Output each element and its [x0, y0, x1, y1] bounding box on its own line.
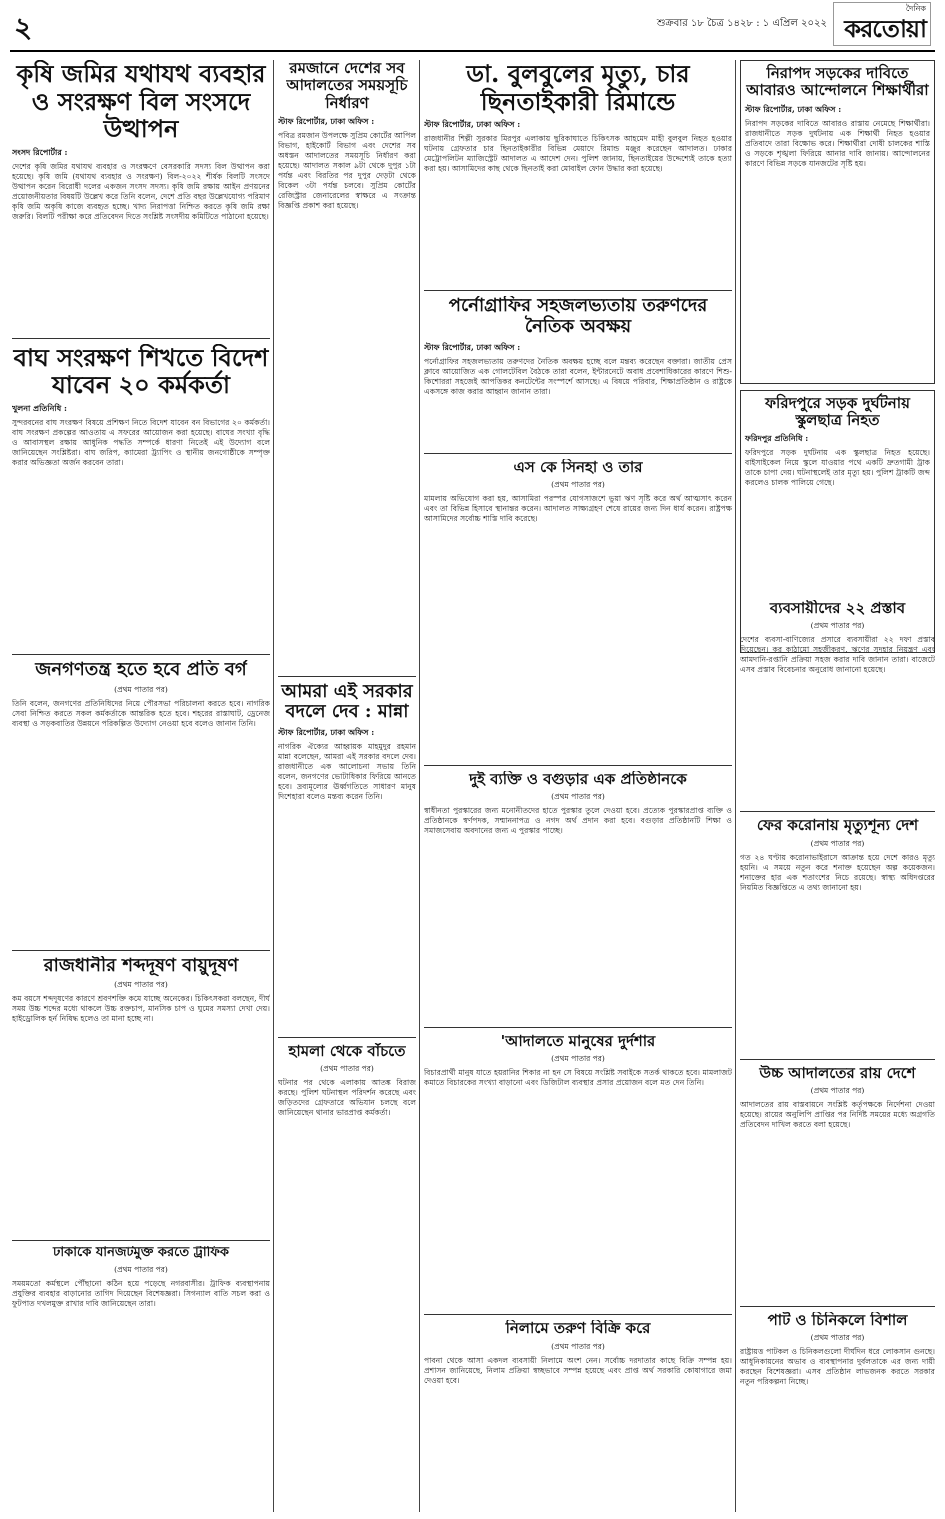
article-headline: নিরাপদ সড়কের দাবিতে আবারও আন্দোলনে শিক্ষার্থীরা: [746, 64, 929, 100]
article-body: পাবনা থেকে আসা একদল ব্যবসায়ী নিলামে অংশ নেন। সর্বোচ্চ দরদাতার কাছে বিক্রি সম্পন্ন হয়। প্রশাসন জানিয়েছে, নিলাম প্রক্রিয়া স্বচ্ছভাবে সম্পন্ন হয়েছে এবং প্রাপ্ত অর্থ সরকারি কোষাগারে জমা দেওয়া হবে।: [424, 1355, 732, 1385]
continuation-note: (প্রথম পাতার পর): [551, 792, 605, 802]
column-2: [278, 60, 416, 1482]
divider: [740, 1306, 935, 1307]
divider: [424, 1314, 732, 1315]
article-dr-bulbul: [424, 60, 732, 284]
continuation-note: (প্রথম পাতার পর): [810, 621, 865, 631]
article-bagh-songrokkhon: [12, 344, 270, 648]
article-hamla: [278, 1043, 416, 1478]
column-1: [12, 60, 270, 1455]
column-4: [740, 60, 935, 659]
article-pornography: [424, 296, 732, 446]
divider: [424, 453, 732, 454]
continuation-note: (প্রথম পাতার পর): [810, 1333, 865, 1342]
page-number: ২: [14, 11, 33, 44]
article-body: পবিত্র রমজান উপলক্ষে সুপ্রিম কোর্টের আপিল বিভাগ, হাইকোর্ট বিভাগ এবং দেশের সব অধস্তন আদালতের সময়সূচি নির্ধারণ করা হয়েছে। আদালত সকাল ৯টা থেকে দুপুর ১টা পর্যন্ত এবং বিরতির পর দুপুর দেড়টা থেকে বিকেল ৩টা পর্যন্ত চলবে। সুপ্রিম কোর্টের রেজিস্ট্রার জেনারেলের স্বাক্ষরে এ সংক্রান্ত বিজ্ঞপ্তি প্রকাশ করা হয়েছে।: [278, 130, 416, 210]
article-nilame: [424, 1320, 732, 1485]
article-headline: পাট ও চিনিকলে বিশাল: [767, 1311, 908, 1329]
article-byline: সংসদ রিপোর্টার :: [12, 146, 68, 157]
divider: [424, 765, 732, 766]
article-corona: [740, 817, 935, 1052]
column-4-lower: [740, 600, 935, 1519]
article-shobdodushon: [12, 956, 270, 1235]
article-body: আদালতের রায় বাস্তবায়নে সংশ্লিষ্ট কর্তৃপক্ষকে নির্দেশনা দেওয়া হয়েছে। রায়ের অনুলিপি প্রাপ্তির পর নির্দিষ্ট সময়ের মধ্যে অগ্রগতি প্রতিবেদন দাখিল করতে বলা হয়েছে।: [740, 1099, 935, 1129]
article-headline: 'আদালতে মানুষের দুর্দশার: [500, 1033, 656, 1051]
article-headline: ব্যবসায়ীদের ২২ প্রস্তাব: [769, 600, 906, 617]
article-headline: বাঘ সংরক্ষণ শিখতে বিদেশ যাবেন ২০ কর্মকর্তা: [13, 343, 269, 400]
article-ucchho-adalot: [740, 1065, 935, 1300]
article-adalot-shomoysuchi: [278, 60, 416, 671]
date-line: শুক্রবার ১৮ চৈত্র ১৪২৮ : ১ এপ্রিল ২০২২: [656, 18, 827, 29]
article-body: ঘটনার পর থেকে এলাকায় আতঙ্ক বিরাজ করছে। পুলিশ ঘটনাস্থল পরিদর্শন করেছে এবং জড়িতদের গ্রেফতারে অভিযান চলছে বলে জানিয়েছেন থানার ভারপ্রাপ্ত কর্মকর্তা।: [278, 1078, 416, 1118]
divider: [12, 950, 270, 951]
article-nirapod-sorok: [740, 60, 935, 384]
article-byline: স্টাফ রিপোর্টার, ঢাকা অফিস :: [424, 119, 521, 130]
article-headline: পর্নোগ্রাফির সহজলভ্যতায় তরুণদের নৈতিক অবক্ষয়: [448, 296, 708, 337]
article-byline: স্টাফ রিপোর্টার, ঢাকা অফিস :: [278, 115, 375, 126]
article-headline: দুই ব্যক্তি ও বগুড়ার এক প্রতিষ্ঠানকে: [469, 770, 687, 788]
article-headline: নিলামে তরুণ বিক্রি করে: [505, 1320, 651, 1338]
article-body: পর্নোগ্রাফির সহজলভ্যতায় তরুণদের নৈতিক অবক্ষয় হচ্ছে বলে মন্তব্য করেছেন বক্তারা। জাতীয় প্রেস ক্লাবে আয়োজিত এক গোলটেবিল বৈঠকে তারা বলেন, ইন্টারনেটে অবাধ প্রবেশাধিকারের কারণে শিশু-কিশোররা সহজেই আপত্তিকর কনটেন্টের সংস্পর্শে আসছে। এ বিষয়ে পরিবার, শিক্ষাপ্রতিষ্ঠান ও রাষ্ট্রকে একসঙ্গে কাজ করার আহ্বান জানান তারা।: [424, 356, 732, 396]
article-headline: কৃষি জমির যথাযথ ব্যবহার ও সংরক্ষণ বিল সংসদে উত্থাপন: [16, 60, 266, 144]
article-pat-chinikol: [740, 1312, 935, 1519]
divider: [12, 1240, 270, 1241]
article-byline: স্টাফ রিপোর্টার, ঢাকা অফিস :: [745, 103, 842, 114]
article-body: মামলায় অভিযোগ করা হয়, আসামিরা পরস্পর যোগসাজশে ভুয়া ঋণ সৃষ্টি করে অর্থ আত্মসাৎ করেন এবং তা বিভিন্ন হিসাবে স্থানান্তর করেন। আদালত সাক্ষ্যগ্রহণ শেষে রায়ের জন্য দিন ধার্য করেন। রাষ্ট্রপক্ষ আসামিদের সর্বোচ্চ শাস্তি দাবি করেছে।: [424, 493, 732, 523]
article-headline: ফের করোনায় মৃত্যুশূন্য দেশ: [756, 817, 919, 835]
article-body: কম বয়সে শব্দদূষণের কারণে শ্রবণশক্তি কমে যাচ্ছে অনেকের। চিকিৎসকরা বলছেন, দীর্ঘ সময় উচ্চ শব্দের মধ্যে থাকলে উচ্চ রক্তচাপ, মানসিক চাপ ও ঘুমের সমস্যা দেখা দেয়। হাইড্রোলিক হর্ন নিষিদ্ধ হলেও তা মানা হচ্ছে না।: [12, 994, 270, 1024]
continuation-note: (প্রথম পাতার পর): [114, 980, 168, 990]
article-body: রাজধানীর শিল্পী সুরকার মিরপুর এলাকায় ছুরিকাঘাতে চিকিৎসক আহমেদ মাহী বুলবুল নিহত হওয়ার ঘটনায় গ্রেফতার চার ছিনতাইকারীর বিভিন্ন মেয়াদে রিমান্ড মঞ্জুর করেছেন আদালত। ঢাকার মেট্রোপলিটন ম্যাজিস্ট্রেট আদালত এ আদেশ দেন। পুলিশ জানায়, ছিনতাইয়ের উদ্দেশ্যেই তাকে হত্যা করা হয়। আসামিদের কাছ থেকে ছিনতাই করা মোবাইল ফোন উদ্ধার করা হয়েছে।: [424, 134, 732, 174]
divider: [424, 290, 732, 291]
article-headline: রমজানে দেশের সব আদালতের সময়সূচি নির্ধারণ: [286, 60, 408, 112]
article-body: সুন্দরবনের বাঘ সংরক্ষণ বিষয়ে প্রশিক্ষণ নিতে বিদেশ যাবেন বন বিভাগের ২০ কর্মকর্তা। বাঘ সংরক্ষণ প্রকল্পের আওতায় এ সফরের আয়োজন করা হয়েছে। বাঘের সংখ্যা বৃদ্ধি ও আবাসস্থল রক্ষায় আধুনিক পদ্ধতি সম্পর্কে ধারণা নিতেই এই উদ্যোগ বলে জানিয়েছেন সংশ্লিষ্টরা। বাঘ জরিপ, ক্যামেরা ট্র্যাপিং ও স্থানীয় জনগোষ্ঠীকে সম্পৃক্ত করার অভিজ্ঞতা অর্জন করবেন তারা।: [12, 417, 270, 468]
continuation-note: (প্রথম পাতার পর): [114, 1265, 168, 1275]
article-body: বিচারপ্রার্থী মানুষ যাতে হয়রানির শিকার না হন সে বিষয়ে সংশ্লিষ্ট সবাইকে সতর্ক থাকতে হবে। মামলাজট কমাতে বিচারকের সংখ্যা বাড়ানো এবং ডিজিটাল ব্যবস্থার প্রসার প্রয়োজন বলে মত দেন তিনি।: [424, 1068, 732, 1088]
article-headline: এস কে সিনহা ও তার: [513, 458, 643, 476]
divider: [740, 1059, 935, 1060]
article-headline: হামলা থেকে বাঁচতে: [288, 1043, 406, 1061]
article-jaanjot: [12, 1246, 270, 1449]
masthead: [10, 0, 935, 52]
article-body: দেশের কৃষি জমির যথাযথ ব্যবহার ও সংরক্ষণে বেসরকারি সদস্য বিল উত্থাপন করা হয়েছে। কৃষি জমি (যথাযথ ব্যবহার ও সংরক্ষণ) বিল-২০২২ শীর্ষক বিলটি সংসদে উত্থাপন করেন বিরোধী দলের একজন সংসদ সদস্য। কৃষি জমি রক্ষায় আইন প্রণয়নের প্রয়োজনীয়তার বিষয়টি উল্লেখ করে তিনি বলেন, দেশে প্রতি বছর উল্লেখযোগ্য পরিমাণ কৃষি জমি অকৃষি কাজে ব্যবহৃত হচ্ছে। খাদ্য নিরাপত্তা নিশ্চিত করতে কৃষি জমি রক্ষা জরুরি। বিলটি পরীক্ষা করে প্রতিবেদন দিতে সংশ্লিষ্ট সংসদীয় কমিটিতে পাঠানো হয়েছে।: [12, 161, 270, 221]
column-divider: [419, 60, 420, 1512]
article-body: নাগরিক ঐক্যের আহ্বায়ক মাহমুদুর রহমান মান্না বলেছেন, আমরা এই সরকার বদলে দেব। রাজধানীতে এক আলোচনা সভায় তিনি বলেন, জনগণের ভোটাধিকার ফিরিয়ে আনতে হবে। দ্রব্যমূল্যের ঊর্ধ্বগতিতে সাধারণ মানুষ দিশেহারা বলেও মন্তব্য করেন তিনি।: [278, 742, 416, 802]
article-body: রাষ্ট্রায়ত্ত পাটকল ও চিনিকলগুলো দীর্ঘদিন ধরে লোকসান গুনছে। আধুনিকায়নের অভাব ও ব্যবস্থাপনার দুর্বলতাকে এর জন্য দায়ী করছেন বিশেষজ্ঞরা। এসব প্রতিষ্ঠান লাভজনক করতে সরকার নতুন পরিকল্পনা নিচ্ছে।: [740, 1347, 935, 1387]
continuation-note: (প্রথম পাতার পর): [551, 1054, 605, 1064]
column-3: [424, 60, 732, 1492]
article-byline: ফরিদপুর প্রতিনিধি :: [745, 433, 809, 443]
article-headline: ফরিদপুরে সড়ক দুর্ঘটনায় স্কুলছাত্র নিহত: [765, 393, 910, 429]
article-sk-sinha: [424, 459, 732, 759]
divider: [278, 676, 416, 677]
continuation-note: (প্রথম পাতার পর): [551, 479, 605, 489]
article-headline: উচ্চ আদালতের রায় দেশে: [759, 1064, 916, 1082]
article-headline: রাজধানীর শব্দদূষণ বায়ুদূষণ: [43, 955, 239, 976]
article-body: নিরাপদ সড়কের দাবিতে আবারও রাস্তায় নেমেছে শিক্ষার্থীরা। রাজধানীতে সড়ক দুর্ঘটনায় এক শিক্ষার্থী নিহত হওয়ার প্রতিবাদে তারা বিক্ষোভ করে। শিক্ষার্থীরা দোষী চালকের শাস্তি ও সড়কে শৃঙ্খলা ফিরিয়ে আনার দাবি জানায়। আন্দোলনের কারণে বিভিন্ন সড়কে যানজটের সৃষ্টি হয়।: [745, 118, 930, 168]
divider: [12, 654, 270, 655]
article-headline: জনগণতন্ত্র হতে হবে প্রতি বর্গ: [35, 659, 247, 680]
continuation-note: (প্রথম পাতার পর): [320, 1064, 374, 1074]
article-headline: ঢাকাকে যানজটমুক্ত করতে ট্রাফিক: [52, 1246, 229, 1261]
article-body: ফরিদপুরে সড়ক দুর্ঘটনায় এক স্কুলছাত্র নিহত হয়েছে। বাইসাইকেল নিয়ে স্কুলে যাওয়ার পথে একটি দ্রুতগামী ট্রাক তাকে চাপা দেয়। ঘটনাস্থলেই তার মৃত্যু হয়। পুলিশ ট্রাকটি জব্দ করলেও চালক পালিয়ে গেছে।: [745, 448, 930, 488]
article-adalote-manusher: [424, 1033, 732, 1308]
article-byabshayi: [740, 600, 935, 805]
continuation-note: (প্রথম পাতার পর): [114, 684, 168, 694]
divider: [12, 338, 270, 339]
logo-title: করতোয়া: [844, 15, 926, 43]
continuation-note: (প্রথম পাতার পর): [810, 1085, 865, 1095]
article-bogura-protishthan: [424, 771, 732, 1021]
article-byline: খুলনা প্রতিনিধি :: [12, 402, 67, 413]
article-body: দেশের ব্যবসা-বাণিজ্যের প্রসারে ব্যবসায়ীরা ২২ দফা প্রস্তাব দিয়েছেন। কর কাঠামো সহজীকরণ, ঋণের সুদহার নিয়ন্ত্রণ এবং আমদানি-রপ্তানি প্রক্রিয়া সহজ করার দাবি জানান তারা। বাজেটে এসব প্রস্তাব বিবেচনার অনুরোধ জানানো হয়েছে।: [740, 635, 935, 675]
newspaper-logo: [833, 2, 931, 46]
article-body: সময়মতো কর্মস্থলে পৌঁছানো কঠিন হয়ে পড়েছে নগরবাসীর। ট্রাফিক ব্যবস্থাপনায় প্রযুক্তির ব্যবহার বাড়ানোর তাগিদ দিয়েছেন বিশেষজ্ঞরা। সিগন্যাল বাতি সচল করা ও ফুটপাত দখলমুক্ত রাখার দাবি জানিয়েছেন তারা।: [12, 1279, 270, 1309]
article-byline: স্টাফ রিপোর্টার, ঢাকা অফিস :: [278, 727, 375, 738]
divider: [278, 1037, 416, 1038]
column-divider: [735, 60, 736, 1512]
article-body: গত ২৪ ঘণ্টায় করোনাভাইরাসে আক্রান্ত হয়ে দেশে কারও মৃত্যু হয়নি। এ সময়ে নতুন করে শনাক্ত হয়েছেন অল্প কয়েকজন। শনাক্তের হার এক শতাংশের নিচে রয়েছে। স্বাস্থ্য অধিদপ্তরের নিয়মিত বিজ্ঞপ্তিতে এ তথ্য জানানো হয়।: [740, 852, 935, 892]
article-manna: [278, 682, 416, 1032]
article-headline: ডা. বুলবুলের মৃত্যু, চার ছিনতাইকারী রিমান্ডে: [466, 60, 690, 116]
continuation-note: (প্রথম পাতার পর): [551, 1341, 605, 1351]
article-byline: স্টাফ রিপোর্টার, ঢাকা অফিস :: [424, 341, 521, 352]
divider: [740, 811, 935, 812]
article-headline: আমরা এই সরকার বদলে দেব : মান্না: [281, 681, 413, 723]
article-body: তিনি বলেন, জনগণের প্রতিনিধিদের নিয়ে পৌরসভা পরিচালনা করতে হবে। নাগরিক সেবা নিশ্চিত করতে সকল কর্মকর্তাকে আন্তরিক হতে হবে। শহরের রাস্তাঘাট, ড্রেনেজ ব্যবস্থা ও সড়কবাতির উন্নয়নে পরিকল্পিত উদ্যোগ নেওয়া হবে বলেও জানান তিনি।: [12, 698, 270, 728]
logo-small-text: দৈনিক: [905, 4, 926, 13]
column-divider: [273, 60, 274, 1512]
article-krishi-bill: [12, 60, 270, 332]
continuation-note: (প্রথম পাতার পর): [810, 838, 865, 848]
article-body: স্বাধীনতা পুরস্কারের জন্য মনোনীতদের হাতে পুরস্কার তুলে দেওয়া হবে। প্রত্যেক পুরস্কারপ্রাপ্ত ব্যক্তি ও প্রতিষ্ঠানকে স্বর্ণপদক, সম্মাননাপত্র ও নগদ অর্থ প্রদান করা হবে। বগুড়ার প্রতিষ্ঠানটি শিক্ষা ও সমাজসেবায় অবদানের জন্য এ পুরস্কার পাচ্ছে।: [424, 806, 732, 836]
divider: [424, 1027, 732, 1028]
article-jonogonotontro: [12, 660, 270, 944]
